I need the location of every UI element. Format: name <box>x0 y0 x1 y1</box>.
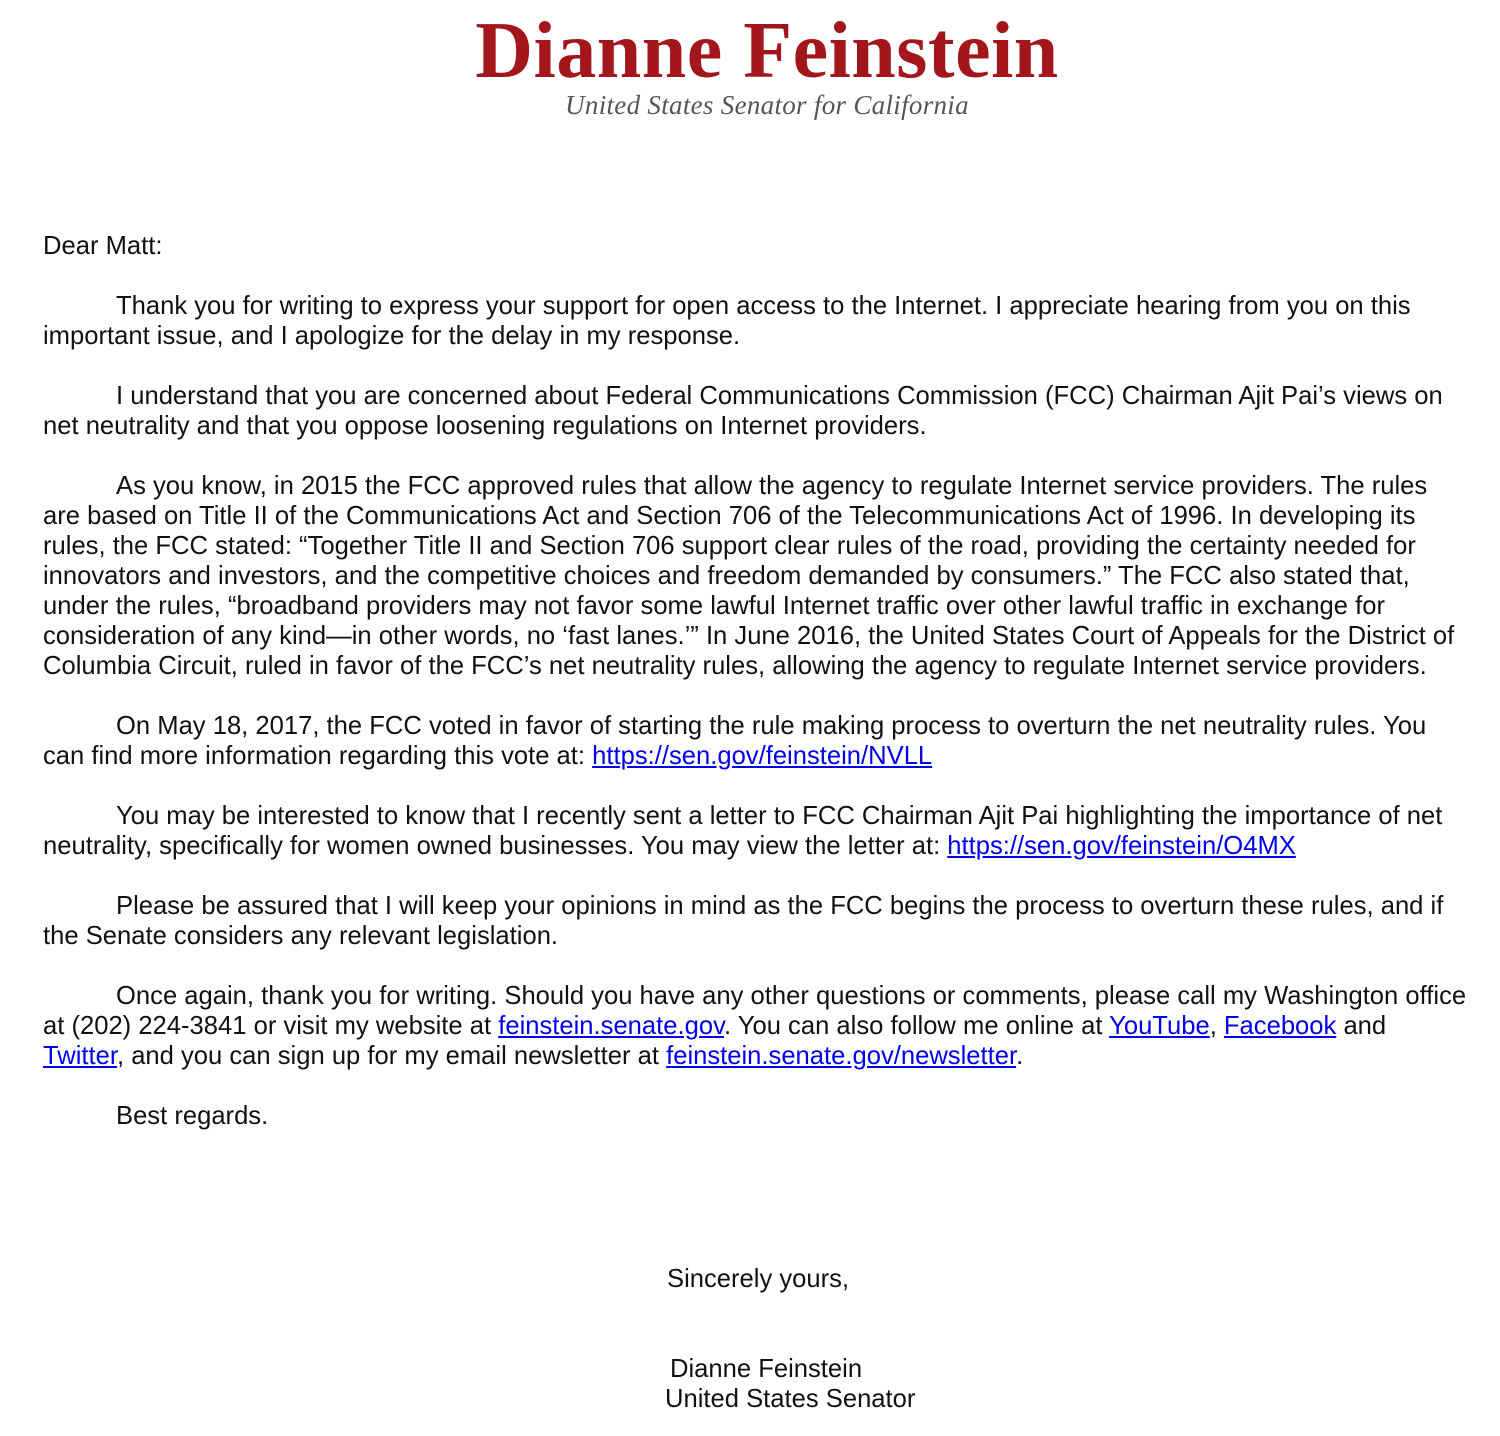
contact-text-c: , <box>1209 1012 1224 1040</box>
salutation: Dear Matt: <box>43 232 163 260</box>
closing: Sincerely yours, <box>667 1265 850 1293</box>
contact-text-e: , and you can sign up for my email newsletter at <box>116 1042 667 1070</box>
twitter-link[interactable]: Twitter <box>43 1042 117 1070</box>
paragraph-vote-text: On May 18, 2017, the FCC voted in favor of starting the rule making process to overturn the net neutrality rules. You can find more information regarding this vote at: <box>43 712 1427 770</box>
letterhead-name: Dianne Feinstein <box>475 7 1059 95</box>
paragraph-assurance-text: Please be assured that I will keep your opinions in mind as the FCC begins the process to overturn these rules, and if the Senate considers any relevant legislation. <box>43 892 1444 950</box>
paragraph-concern <box>43 381 1468 441</box>
letterhead <box>0 0 1500 130</box>
signature-name: Dianne Feinstein <box>670 1355 863 1383</box>
contact-text-d: and <box>1336 1012 1387 1040</box>
contact-text-f: . <box>1016 1042 1024 1070</box>
paragraph-contact <box>43 981 1468 1071</box>
paragraph-letter-to-fcc <box>43 801 1468 861</box>
paragraph-vote <box>43 711 1468 771</box>
letter-body <box>43 231 1468 1161</box>
letterhead-title: United States Senator for California <box>565 90 969 120</box>
regards-text: Best regards. <box>116 1102 269 1130</box>
paragraph-assurance <box>43 891 1468 951</box>
contact-text-a: Once again, thank you for writing. Should you have any other questions or comments, please call my Washington office at (202) 224-3841 or visit my website at <box>43 982 1467 1040</box>
paragraph-thanks-text: Thank you for writing to express your support for open access to the Internet. I appreciate hearing from you on this important issue, and I apologize for the delay in my response. <box>43 292 1411 350</box>
vote-info-link[interactable]: https://sen.gov/feinstein/NVLL <box>592 742 933 770</box>
signature-title: United States Senator <box>665 1385 916 1413</box>
contact-text-b: . You can also follow me online at <box>723 1012 1110 1040</box>
website-link[interactable]: feinstein.senate.gov <box>498 1012 724 1040</box>
youtube-link[interactable]: YouTube <box>1109 1012 1210 1040</box>
paragraph-thanks <box>43 291 1468 351</box>
paragraph-regards <box>43 1101 1468 1131</box>
paragraph-letter-text: You may be interested to know that I recently sent a letter to FCC Chairman Ajit Pai highlighting the importance of net neutrality, specifically for women owned businesses. You may view the letter at: <box>43 802 1443 860</box>
facebook-link[interactable]: Facebook <box>1223 1012 1337 1040</box>
letter-link[interactable]: https://sen.gov/feinstein/O4MX <box>947 832 1296 860</box>
newsletter-link[interactable]: feinstein.senate.gov/newsletter <box>666 1042 1017 1070</box>
paragraph-concern-text: I understand that you are concerned about Federal Communications Commission (FCC) Chairman Ajit Pai’s views on net neutrality and that you oppose loosening regulations on Internet providers. <box>43 382 1443 440</box>
paragraph-history-text: As you know, in 2015 the FCC approved rules that allow the agency to regulate Internet service providers. The rules are based on Title II of the Communications Act and Section 706 of the Telecommunications Act of 1996. In developing its rules, the FCC stated: “Together Title II and Section 706 support clear rules of the road, providing the certainty needed for innovators and investors, and the competitive choices and freedom demanded by consumers.” The FCC also stated that, under the rules, “broadband providers may not favor some lawful Internet traffic over other lawful traffic in exchange for consideration of any kind—in other words, no ‘fast lanes.’” In June 2016, the United States Court of Appeals for the District of Columbia Circuit, ruled in favor of the FCC’s net neutrality rules, allowing the agency to regulate Internet service providers. <box>43 472 1455 680</box>
paragraph-history <box>43 471 1468 681</box>
